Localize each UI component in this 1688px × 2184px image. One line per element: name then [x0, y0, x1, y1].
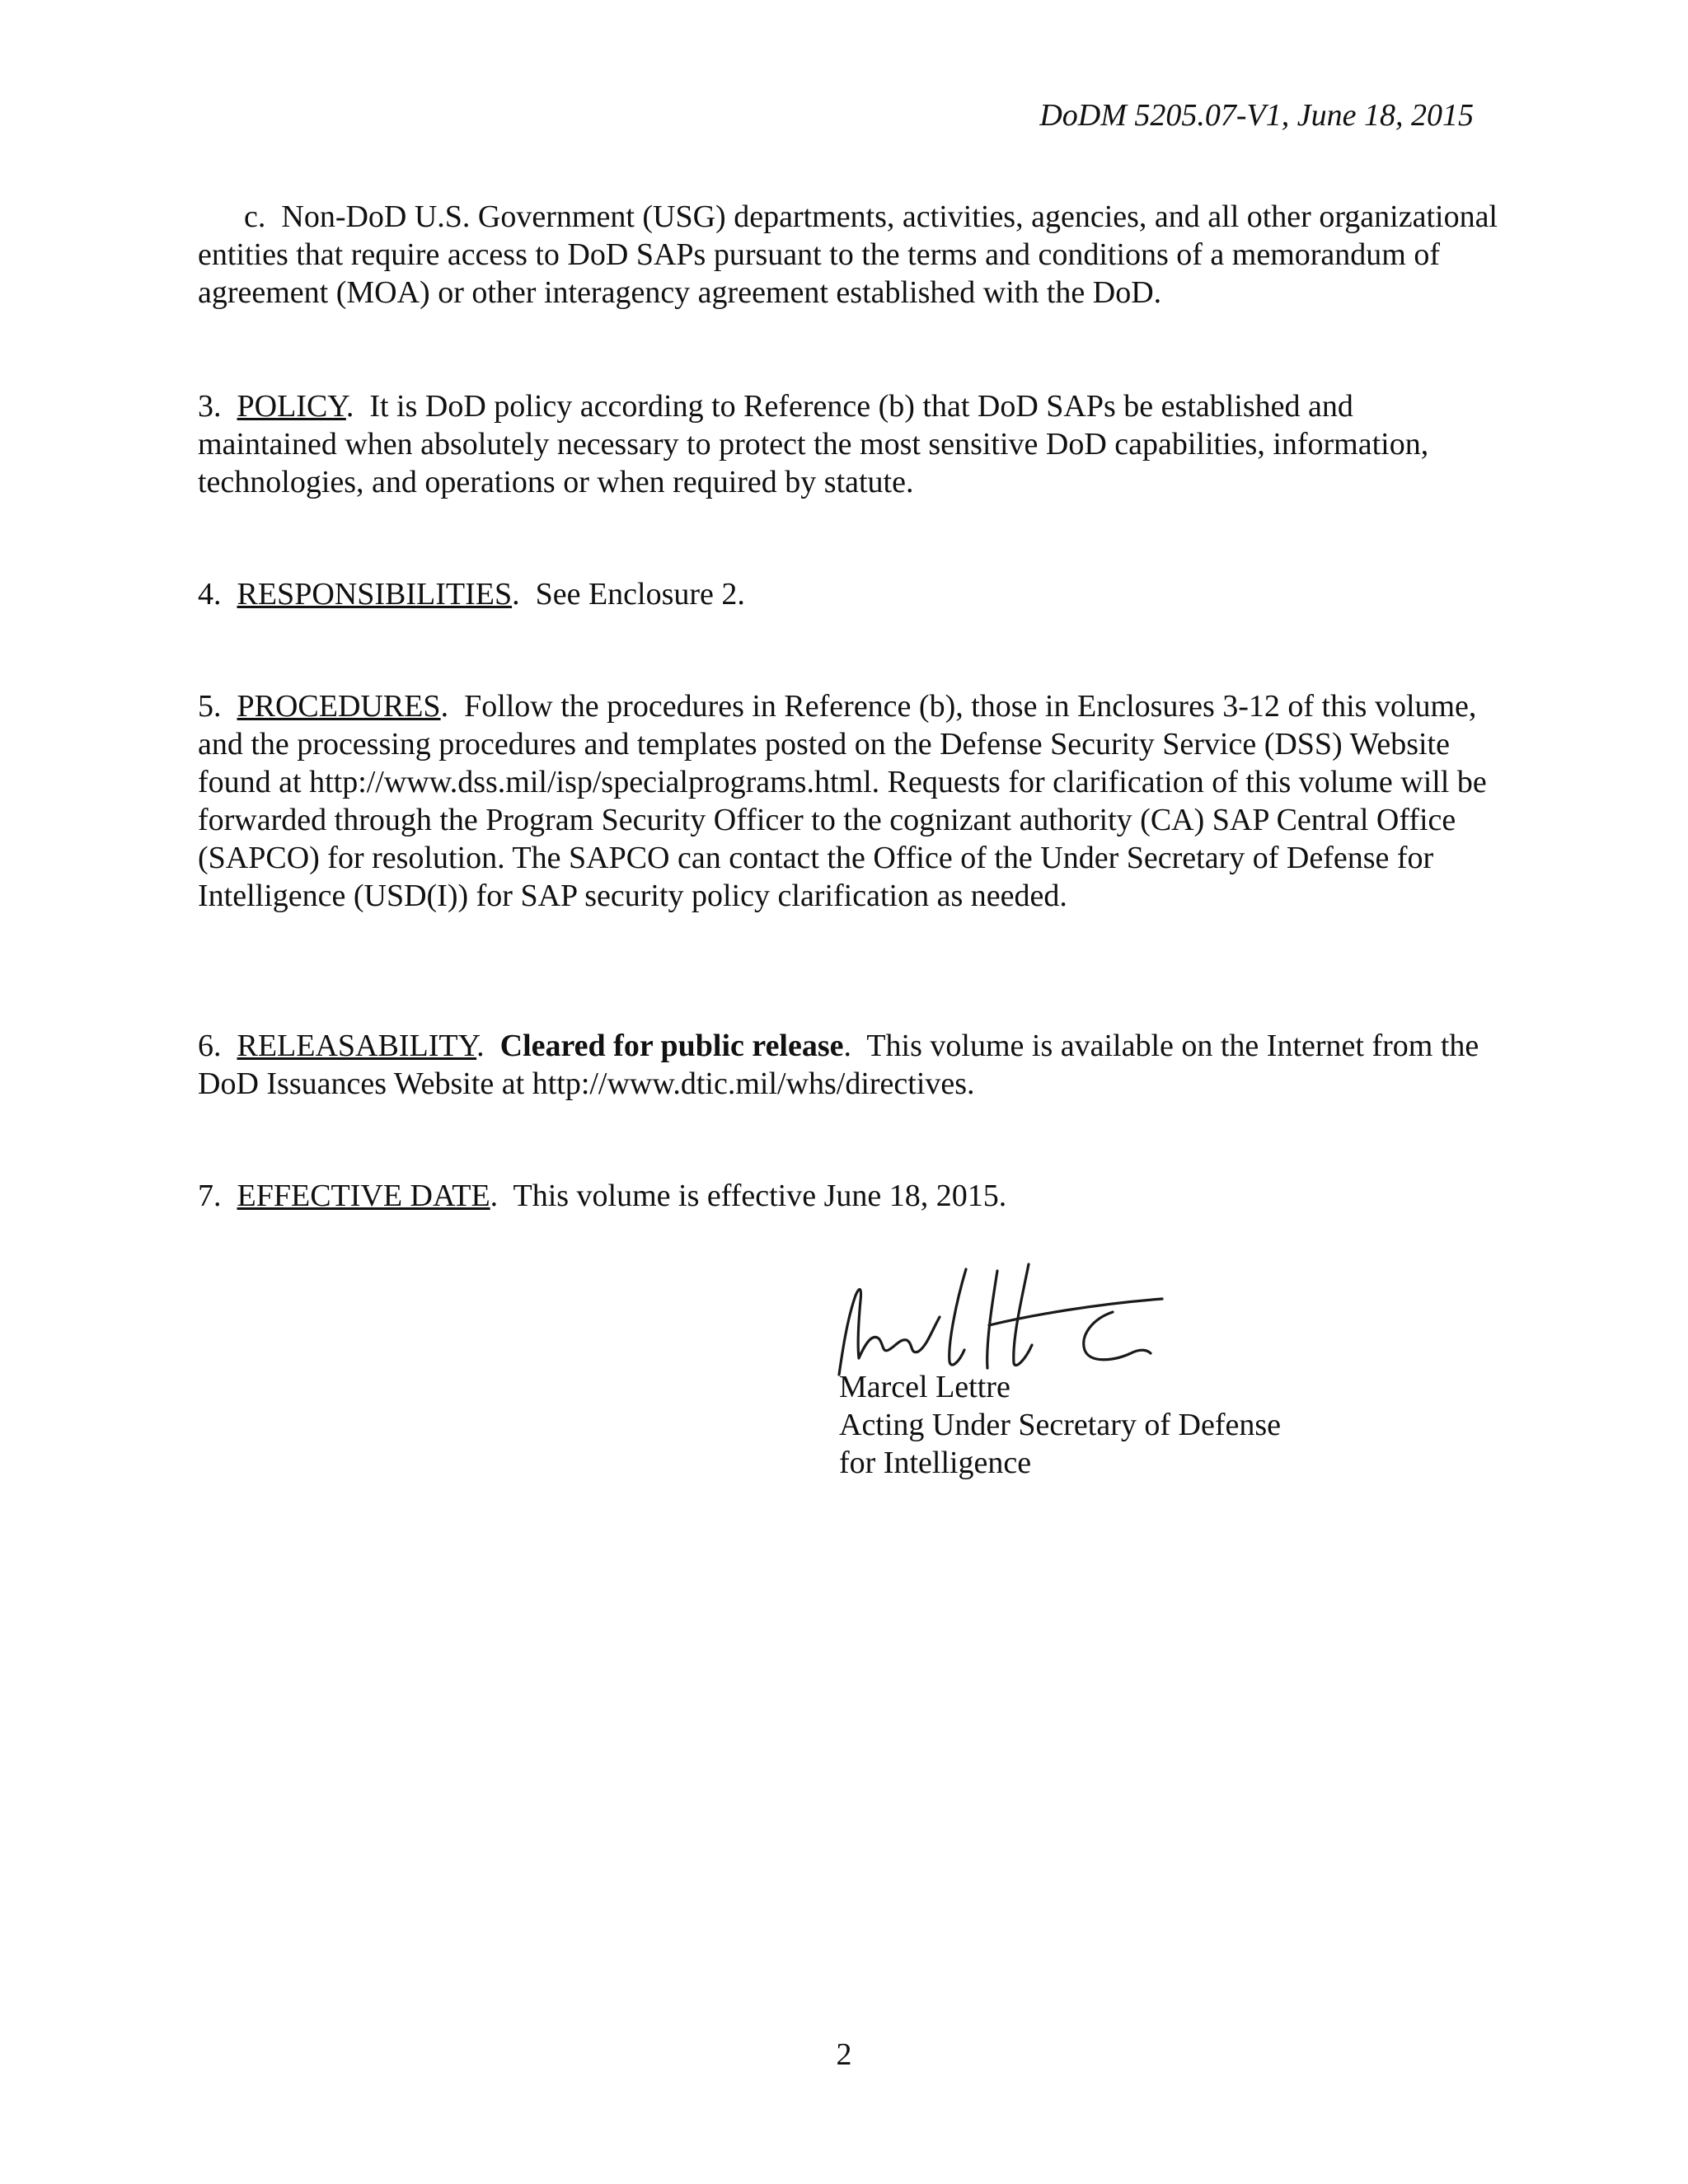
signature-block [839, 1368, 1281, 1482]
signatory-title-line1: Acting Under Secretary of Defense [839, 1408, 1281, 1442]
paragraph-c-label: c. [244, 199, 266, 234]
section-procedures: 5. PROCEDURES. Follow the procedures in Reference (b), those in Enclosures 3-12 of this volume, and the processing procedures and templates posted on the Defense Security Service (DSS) Website found at http://www.dss.mil/isp/specialprograms.html. Requests for clarification of this volume will be forwarded through the Program Security Officer to the cognizant authority (CA) SAP Central Office (SAPCO) for resolution. The SAPCO can contact the Office of the Under Secretary of Defense for Intelligence (USD(I)) for SAP security policy clarification as needed. [198, 689, 1487, 913]
section-policy-number: 3. [198, 389, 222, 424]
section-releasability-text: This volume is available on the Internet from the DoD Issuances Website at http://www.dtic.mil/whs/directives. [198, 1029, 1479, 1101]
section-releasability-heading: RELEASABILITY [237, 1029, 477, 1063]
section-responsibilities-heading: RESPONSIBILITIES [237, 577, 513, 612]
page-number: 2 [836, 2037, 852, 2072]
section-procedures-heading: PROCEDURES [237, 689, 441, 724]
section-procedures-text: Follow the procedures in Reference (b), those in Enclosures 3-12 of this volume, and the processing procedures and templates posted on the Defense Security Service (DSS) Website found at http://www.dss.mil/isp/specialprograms.html. Requests for clarification of this volume will be forwarded through the Program Security Officer to the cognizant authority (CA) SAP Central Office (SAPCO) for resolution. The SAPCO can contact the Office of the Under Secretary of Defense for Intelligence (USD(I)) for SAP security policy clarification as needed. [198, 689, 1487, 913]
signatory-title-line2: for Intelligence [839, 1446, 1032, 1480]
section-responsibilities-number: 4. [198, 577, 222, 612]
paragraph-c [198, 198, 1500, 312]
section-releasability: 6. RELEASABILITY. Cleared for public release. This volume is available on the Internet from the DoD Issuances Website at http://www.dtic.mil/whs/directives. [198, 1029, 1479, 1101]
section-releasability-bold: Cleared for public release [499, 1029, 844, 1063]
paragraph-c-text: Non-DoD U.S. Government (USG) departments, activities, agencies, and all other organizational entities that require access to DoD SAPs pursuant to the terms and conditions of a memorandum of agreement (MOA) or other interagency agreement established with the DoD. [198, 199, 1498, 310]
section-responsibilities-text: See Enclosure 2. [535, 577, 745, 612]
section-policy-heading: POLICY [237, 389, 346, 424]
section-policy-text: It is DoD policy according to Reference (b) that DoD SAPs be established and maintained when absolutely necessary to protect the most sensitive DoD capabilities, information, technologies, and operations or when required by statute. [198, 389, 1429, 499]
section-effective-date-text: This volume is effective June 18, 2015. [513, 1179, 1007, 1213]
section-releasability-number: 6. [198, 1029, 222, 1063]
section-effective-date: 7. EFFECTIVE DATE. This volume is effective June 18, 2015. [198, 1179, 1007, 1213]
section-responsibilities: 4. RESPONSIBILITIES. See Enclosure 2. [198, 577, 745, 612]
section-procedures-number: 5. [198, 689, 222, 724]
section-policy: 3. POLICY. It is DoD policy according to Reference (b) that DoD SAPs be established and maintained when absolutely necessary to protect the most sensitive DoD capabilities, information, technologies, and operations or when required by statute. [198, 389, 1429, 499]
section-effective-date-number: 7. [198, 1179, 222, 1213]
signatory-name: Marcel Lettre [839, 1370, 1010, 1404]
document-reference-header: DoDM 5205.07-V1, June 18, 2015 [1039, 98, 1474, 133]
section-effective-date-heading: EFFECTIVE DATE [237, 1179, 490, 1213]
handwritten-signature [824, 1253, 1220, 1385]
